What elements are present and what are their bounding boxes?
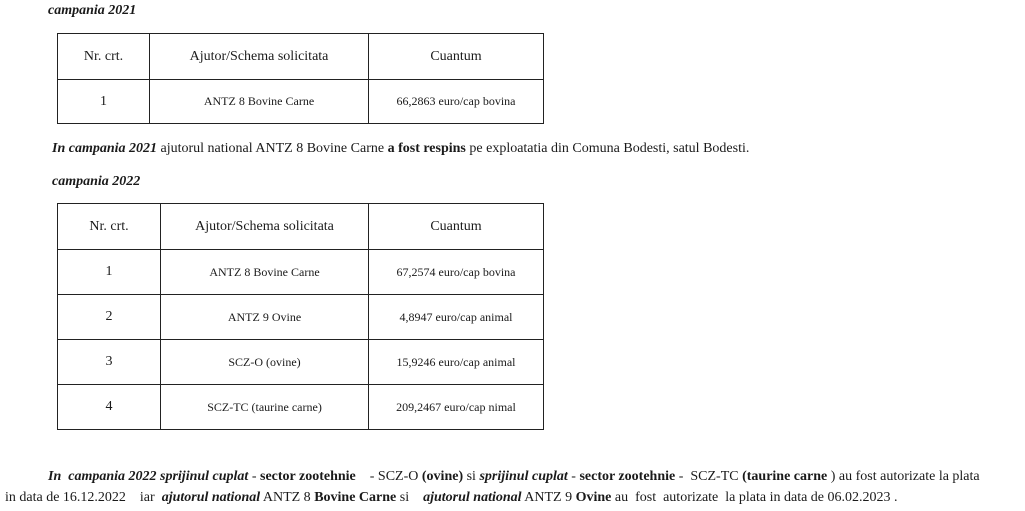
cell-nr: 1 [58, 80, 150, 124]
cell-ajutor: ANTZ 8 Bovine Carne [150, 80, 369, 124]
cell-nr: 4 [58, 385, 161, 430]
conclusion-sector-2: sector zootehnie [579, 469, 676, 484]
cell-cuantum: 66,2863 euro/cap bovina [369, 80, 544, 124]
table-row [58, 385, 544, 430]
cell-ajutor: ANTZ 9 Ovine [161, 295, 369, 340]
conclusion-national-aid-2: ajutorul national [423, 490, 522, 505]
conclusion-campaign-support: In campania 2022 sprijinul cuplat [48, 469, 249, 484]
header-cuantum: Cuantum [369, 204, 544, 250]
note-campaign-label: In campania 2021 [52, 141, 158, 156]
cell-cuantum: 67,2574 euro/cap bovina [369, 250, 544, 295]
cell-ajutor: ANTZ 8 Bovine Carne [161, 250, 369, 295]
header-ajutor: Ajutor/Schema solicitata [150, 34, 369, 80]
cell-cuantum: 209,2467 euro/cap nimal [369, 385, 544, 430]
note-text: ajutorul national ANTZ 8 Bovine Carne [157, 141, 388, 156]
conclusion-sector: sector zootehnie [260, 469, 356, 484]
table-row [58, 340, 544, 385]
cell-nr: 1 [58, 250, 161, 295]
table-row [58, 295, 544, 340]
header-nr-crt: Nr. crt. [58, 34, 150, 80]
table-header-row [58, 204, 544, 250]
campaign-2021-heading: campania 2021 [48, 3, 137, 18]
table-row [58, 80, 544, 124]
conclusion-ovine-2: Ovine [575, 490, 612, 505]
conclusion-bovine: Bovine Carne [314, 490, 397, 505]
cell-ajutor: SCZ-O (ovine) [161, 340, 369, 385]
conclusion-support-2: sprijinul cuplat [479, 469, 568, 484]
campaign-2022-table [57, 203, 544, 430]
conclusion-taurine: (taurine carne [742, 469, 828, 484]
table-row [58, 250, 544, 295]
cell-ajutor: SCZ-TC (taurine carne) [161, 385, 369, 430]
campaign-2021-note [52, 141, 749, 157]
cell-nr: 3 [58, 340, 161, 385]
conclusion-ovine: (ovine) [421, 469, 464, 484]
header-ajutor: Ajutor/Schema solicitata [161, 204, 369, 250]
note-rejected: a fost respins [387, 141, 466, 156]
conclusion-line-2: in data de 16.12.2022 iar ajutorul national ANTZ 8 Bovine Carne si ajutorul national ANTZ 9 Ovine au fost autorizate la plata in data de 06.02.2023 . [5, 490, 898, 505]
campaign-2022-heading: campania 2022 [52, 174, 141, 189]
header-nr-crt: Nr. crt. [58, 204, 161, 250]
conclusion-line-1: In campania 2022 sprijinul cuplat - sector zootehnie - SCZ-O (ovine) si sprijinul cuplat - sector zootehnie - SCZ-TC (taurine carne ) au fost autorizate la plata [48, 469, 980, 484]
cell-cuantum: 15,9246 euro/cap animal [369, 340, 544, 385]
note-location: pe exploatatia din Comuna Bodesti, satul Bodesti. [465, 141, 750, 156]
cell-cuantum: 4,8947 euro/cap animal [369, 295, 544, 340]
campaign-2021-table [57, 33, 544, 124]
cell-nr: 2 [58, 295, 161, 340]
header-cuantum: Cuantum [369, 34, 544, 80]
table-header-row [58, 34, 544, 80]
conclusion-national-aid: ajutorul national [161, 490, 261, 505]
